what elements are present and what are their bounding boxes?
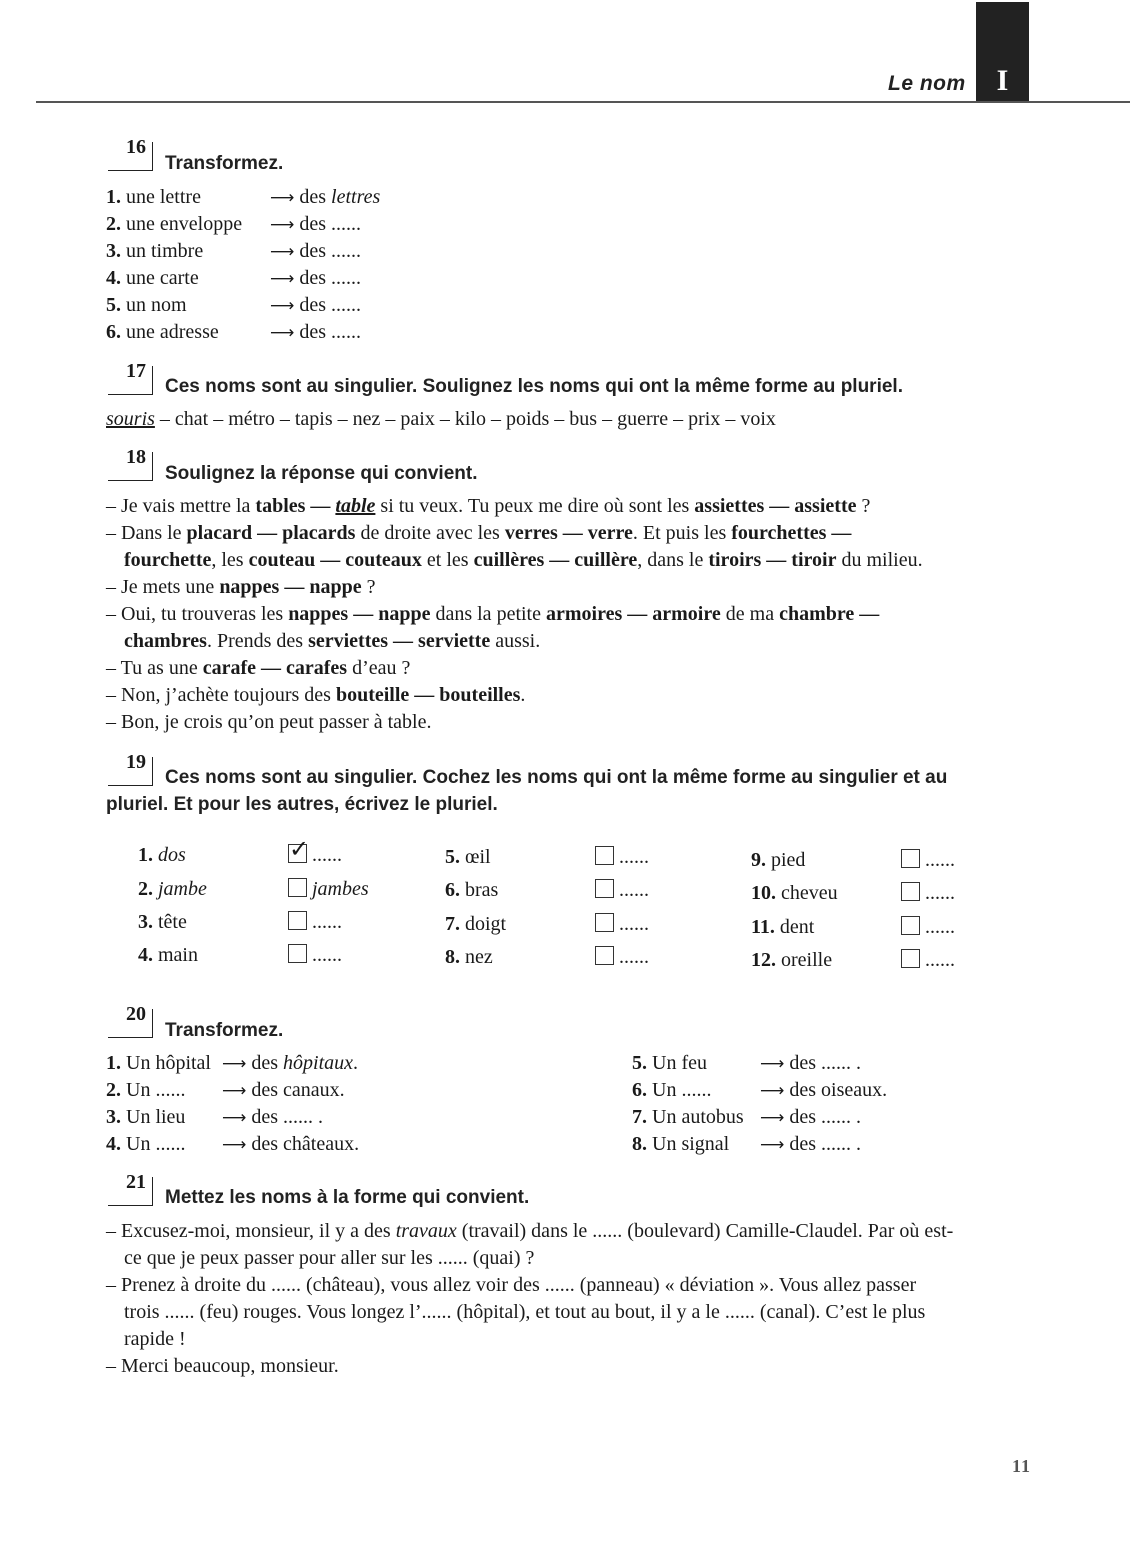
dialogue-line: trois ...... (feu) rouges. Vous longez l’...... (hôpital), et tout au bout, il y a le ...... (canal). C’est le plus xyxy=(124,1301,926,1323)
dialogue-line: – Prenez à droite du ...... (château), vous allez voir des ...... (panneau) « déviation ». Vous allez passer xyxy=(106,1274,917,1296)
arrow-icon: ⟶ xyxy=(270,188,295,208)
arrow-icon: ⟶ xyxy=(760,1081,785,1101)
checkbox[interactable] xyxy=(288,944,307,963)
list-item: 8. Un signal xyxy=(632,1133,730,1155)
list-item-answer: ⟶ des ...... xyxy=(270,238,361,266)
list-item-answer: ⟶ des ...... xyxy=(270,292,361,320)
arrow-icon: ⟶ xyxy=(222,1054,247,1074)
list-item: 1. dos xyxy=(138,844,186,866)
dialogue-line: – Merci beaucoup, monsieur. xyxy=(106,1355,339,1377)
list-item: 6. bras xyxy=(445,879,499,901)
checkbox-checked[interactable] xyxy=(288,844,307,863)
list-item: 12. oreille xyxy=(751,949,833,971)
list-item: 9. pied xyxy=(751,849,806,871)
arrow-icon: ⟶ xyxy=(270,296,295,316)
list-item: 2. Un ...... xyxy=(106,1079,186,1101)
arrow-icon: ⟶ xyxy=(760,1054,785,1074)
list-item: 1. une lettre xyxy=(106,186,201,208)
list-item: 6. une adresse xyxy=(106,321,219,343)
list-item: 11. dent xyxy=(751,916,815,938)
list-item-answer: ⟶ des ...... xyxy=(270,265,361,293)
checkbox[interactable] xyxy=(288,878,307,897)
dialogue-line: – Je mets une nappes — nappe ? xyxy=(106,576,376,598)
list-item-answer: ⟶ des ...... xyxy=(270,211,361,239)
checkbox[interactable] xyxy=(288,911,307,930)
arrow-icon: ⟶ xyxy=(270,215,295,235)
exercise-instruction: Transformez. xyxy=(165,153,284,174)
list-item: 7. doigt xyxy=(445,913,507,935)
list-item: 4. main xyxy=(138,944,198,966)
dialogue-line: – Dans le placard — placards de droite avec les verres — verre. Et puis les fourchettes — xyxy=(106,522,852,544)
dialogue-line: – Tu as une carafe — carafes d’eau ? xyxy=(106,657,411,679)
checkbox[interactable] xyxy=(595,879,614,898)
exercise-instruction: Ces noms sont au singulier. Cochez les noms qui ont la même forme au singulier et au xyxy=(165,767,948,788)
checkbox[interactable] xyxy=(595,846,614,865)
arrow-icon: ⟶ xyxy=(270,323,295,343)
arrow-icon: ⟶ xyxy=(222,1135,247,1155)
list-item-answer: ⟶ des châteaux. xyxy=(222,1131,359,1159)
arrow-icon: ⟶ xyxy=(760,1135,785,1155)
list-item-answer: ⟶ des ...... . xyxy=(760,1050,861,1078)
exercise-instruction: Soulignez la réponse qui convient. xyxy=(165,463,478,484)
list-item: 5. œil xyxy=(445,846,491,868)
list-item-answer: ⟶ des ...... . xyxy=(222,1104,323,1132)
list-item-answer: ...... xyxy=(901,847,955,874)
dialogue-line: – Non, j’achète toujours des bouteille — bouteilles. xyxy=(106,684,526,706)
arrow-icon: ⟶ xyxy=(222,1081,247,1101)
exercise-instruction: Ces noms sont au singulier. Soulignez les noms qui ont la même forme au pluriel. xyxy=(165,376,903,397)
exercise-number: 17 xyxy=(108,366,153,395)
list-item-answer: ⟶ des lettres xyxy=(270,184,380,212)
header-rule xyxy=(36,101,1130,103)
list-item: 1. Un hôpital xyxy=(106,1052,211,1074)
dialogue-line: rapide ! xyxy=(124,1328,186,1350)
list-item-answer: ...... xyxy=(901,947,955,974)
list-item-answer: ...... xyxy=(595,844,649,871)
checkbox[interactable] xyxy=(901,882,920,901)
dialogue-line: chambres. Prends des serviettes — serviette aussi. xyxy=(124,630,541,652)
chapter-number: I xyxy=(996,64,1009,97)
checkbox[interactable] xyxy=(595,946,614,965)
dialogue-line: fourchette, les couteau — couteaux et les cuillères — cuillère, dans le tiroirs — tiroir du milieu. xyxy=(124,549,923,571)
list-item-answer: ...... xyxy=(288,909,342,936)
list-item: 4. Un ...... xyxy=(106,1133,186,1155)
dialogue-line: – Je vais mettre la tables — table si tu veux. Tu peux me dire où sont les assiettes — assiette ? xyxy=(106,495,871,517)
chapter-tab xyxy=(976,2,1029,103)
arrow-icon: ⟶ xyxy=(270,242,295,262)
exercise-instruction: Mettez les noms à la forme qui convient. xyxy=(165,1187,530,1208)
arrow-icon: ⟶ xyxy=(270,269,295,289)
exercise-17-words: souris – chat – métro – tapis – nez – paix – kilo – poids – bus – guerre – prix – voix xyxy=(106,408,776,430)
list-item-answer: ⟶ des canaux. xyxy=(222,1077,345,1105)
list-item-answer: ⟶ des ...... xyxy=(270,319,361,347)
checkbox[interactable] xyxy=(901,849,920,868)
list-item: 2. jambe xyxy=(138,878,207,900)
list-item-answer: jambes xyxy=(288,876,369,903)
list-item: 7. Un autobus xyxy=(632,1106,744,1128)
chapter-title: Le nom xyxy=(888,72,966,95)
list-item-answer: ...... xyxy=(901,914,955,941)
checkbox[interactable] xyxy=(901,916,920,935)
list-item-answer: ✓ ...... xyxy=(288,842,342,869)
list-item-answer: ⟶ des oiseaux. xyxy=(760,1077,887,1105)
list-item: 3. Un lieu xyxy=(106,1106,186,1128)
checkbox[interactable] xyxy=(901,949,920,968)
dialogue-line: – Bon, je crois qu’on peut passer à table. xyxy=(106,711,432,733)
list-item: 3. tête xyxy=(138,911,187,933)
list-item: 4. une carte xyxy=(106,267,199,289)
dialogue-line: – Oui, tu trouveras les nappes — nappe dans la petite armoires — armoire de ma chambre — xyxy=(106,603,880,625)
list-item: 5. un nom xyxy=(106,294,187,316)
list-item-answer: ...... xyxy=(595,911,649,938)
list-item: 8. nez xyxy=(445,946,493,968)
list-item: 2. une enveloppe xyxy=(106,213,243,235)
exercise-number: 20 xyxy=(108,1009,153,1038)
dialogue-line: ce que je peux passer pour aller sur les ...... (quai) ? xyxy=(124,1247,535,1269)
list-item-answer: ...... xyxy=(595,877,649,904)
exercise-number: 19 xyxy=(108,757,153,786)
list-item-answer: ⟶ des hôpitaux. xyxy=(222,1050,358,1078)
dialogue-line: – Excusez-moi, monsieur, il y a des travaux (travail) dans le ...... (boulevard) Camille-Claudel. Par où est- xyxy=(106,1220,954,1242)
arrow-icon: ⟶ xyxy=(760,1108,785,1128)
exercise-number: 21 xyxy=(108,1177,153,1206)
list-item-answer: ⟶ des ...... . xyxy=(760,1131,861,1159)
list-item-answer: ...... xyxy=(901,880,955,907)
exercise-instruction: pluriel. Et pour les autres, écrivez le pluriel. xyxy=(106,794,498,815)
list-item: 3. un timbre xyxy=(106,240,204,262)
page-number: 11 xyxy=(1012,1456,1032,1476)
exercise-instruction: Transformez. xyxy=(165,1020,284,1041)
list-item: 5. Un feu xyxy=(632,1052,707,1074)
arrow-icon: ⟶ xyxy=(222,1108,247,1128)
checkbox[interactable] xyxy=(595,913,614,932)
list-item: 10. cheveu xyxy=(751,882,838,904)
list-item-answer: ⟶ des ...... . xyxy=(760,1104,861,1132)
list-item-answer: ...... xyxy=(595,944,649,971)
list-item: 6. Un ...... xyxy=(632,1079,712,1101)
exercise-number: 18 xyxy=(108,452,153,481)
exercise-number: 16 xyxy=(108,142,153,171)
list-item-answer: ...... xyxy=(288,942,342,969)
